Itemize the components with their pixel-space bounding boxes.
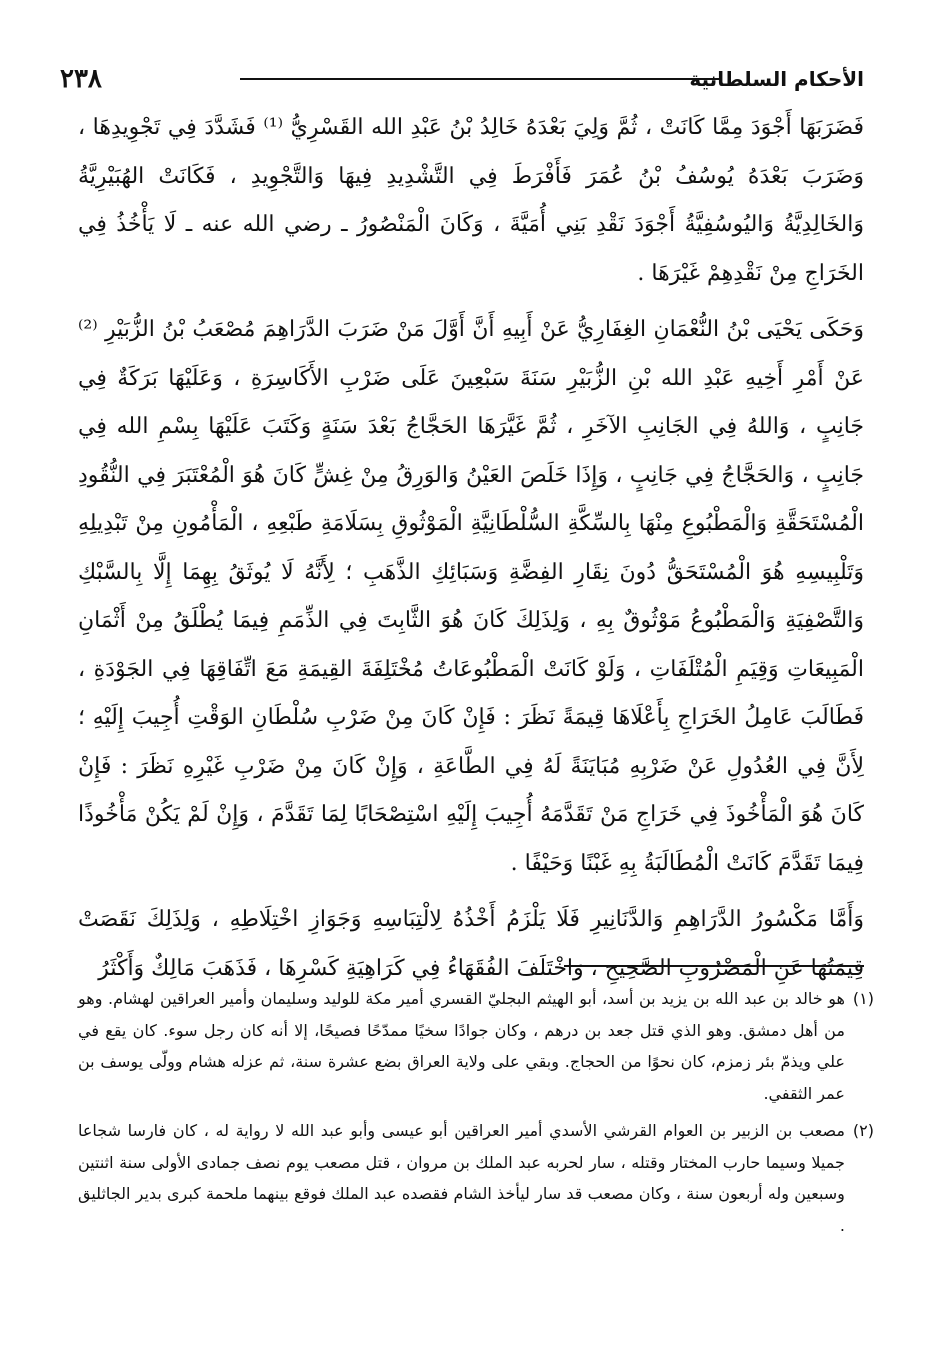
header-rule — [240, 78, 719, 80]
footnote-number: (١) — [852, 989, 874, 1008]
footnote-item — [78, 1115, 874, 1241]
paragraph: وَأَمَّا مَكْسُورُ الدَّرَاهِمِ وَالدَّنَانِيرِ فَلَا يَلْزَمُ أَخْذُهُ لِالْتِبَاسِهِ وَجَوَازِ اخْتِلَاطِهِ ، وَلِذَلِكَ نَقَصَتْ قِيمَتُهَا عَنِ الْمَضْرُوبِ الصَّحِيحِ ، وَاخْتَلَفَ الفُقَهَاءُ فِي كَرَاهِيَةِ كَسْرِهَا ، فَذَهَبَ مَالِكٌ وَأَكْثَرُ — [78, 907, 864, 981]
footnote-number: (٢) — [852, 1121, 874, 1140]
footnote-text: هو خالد بن عبد الله بن يزيد بن أسد، أبو الهيثم البجليّ القسري أمير مكة للوليد وسليمان وأمير العراقين لهشام. وهو من أهل دمشق. وهو الذي قتل جعد بن درهم ، وكان جوادًا سخيًا ممدّحًا فصيحًا، إلا أنه كان رجل سوء. كان يقع في علي ويذمّ بئر زمزم، كان نحوًا من الحجاج. وبقي على ولاية العراق بضع عشرة سنة، ثم عزله هشام وولّى يوسف بن عمر الثقفي. — [78, 989, 845, 1103]
running-title: الأحكام السلطانية — [689, 67, 864, 91]
main-text — [78, 104, 864, 993]
footnotes — [78, 983, 874, 1241]
footnote-item — [78, 983, 874, 1109]
footnote-text: مصعب بن الزبير بن العوام القرشي الأسدي أمير العراقين أبو عيسى وأبو عبد الله لا رواية له ، كان فارسا شجاعا جميلا وسيما حارب المختار وقتله ، سار لحربه عبد الملك بن مروان ، قتل مصعب يوم نصف جمادى الأولى سنة اثنتين وسبعين وله أربعون سنة ، وكان مصعب قد سار ليأخذ الشام فقصده عبد الملك فوقع بينهما ملحمة كبرى بدير الجاثليق . — [78, 1121, 845, 1235]
paragraph: وَحَكَى يَحْيَى بْنُ النُّعْمَانِ الغِفَارِيُّ عَنْ أَبِيهِ أَنَّ أَوَّلَ مَنْ ضَرَبَ الدَّرَاهِمَ مُصْعَبُ بْنُ الزُّبَيْرِ ⁽²⁾ عَنْ أَمْرِ أَخِيهِ عَبْدِ الله بْنِ الزُّبَيْرِ سَنَةَ سَبْعِينَ عَلَى ضَرْبِ الأَكَاسِرَةِ ، وَعَلَيْهَا بَرَكَةٌ فِي جَانِبٍ ، وَاللهُ فِي الجَانِبِ الآخَرِ ، ثُمَّ غَيَّرَهَا الحَجَّاجُ بَعْدَ سَنَةٍ وَكَتَبَ عَلَيْهَا بِسْمِ الله فِي جَانِبٍ ، وَالحَجَّاجُ فِي جَانِبٍ ، وَإِذَا خَلَصَ العَيْنُ وَالوَرِقُ مِنْ غِشٍّ كَانَ هُوَ الْمُعْتَبَرَ فِي النُّقُودِ الْمُسْتَحَقَّةِ وَالْمَطْبُوعِ مِنْهَا بِالسِّكَّةِ السُّلْطَانِيَّةِ الْمَوْثُوقِ بِسَلَامَةِ طَبْعِهِ ، الْمَأْمُونِ مِنْ تَبْدِيلِهِ وَتَلْبِيسِهِ هُوَ الْمُسْتَحَقُّ دُونَ نِقَارِ الفِضَّةِ وَسَبَائِكِ الذَّهَبِ ؛ لِأَنَّهُ لَا يُوثَقُ بِهِمَا إِلَّا بِالسَّبْكِ وَالتَّصْفِيَةِ وَالْمَطْبُوعُ مَوْثُوقٌ بِهِ ، وَلِذَلِكَ كَانَ هُوَ الثَّابِتَ فِي الذِّمَمِ فِيمَا يُطْلَقُ مِنْ أَثْمَانِ الْمَبِيعَاتِ وَقِيَمِ الْمُتْلَفَاتِ ، وَلَوْ كَانَتْ الْمَطْبُوعَاتُ مُخْتَلِفَةَ القِيمَةِ مَعَ اتِّفَاقِهَا فِي الجَوْدَةِ ، فَطَالَبَ عَامِلُ الخَرَاجِ بِأَعْلَاهَا قِيمَةً نَظَرَ : فَإِنْ كَانَ مِنْ ضَرْبِ سُلْطَانِ الوَقْتِ أُجِيبَ إِلَيْهِ ؛ لِأَنَّ فِي العُدُولِ عَنْ ضَرْبِهِ مُبَايَنَةً لَهُ فِي الطَّاعَةِ ، وَإِنْ كَانَ مِنْ ضَرْبِ غَيْرِهِ نَظَرَ : فَإِنْ كَانَ هُوَ الْمَأْخُوذَ فِي خَرَاجِ مَنْ تَقَدَّمَهُ أُجِيبَ إِلَيْهِ اسْتِصْحَابًا لِمَا تَقَدَّمَ ، وَإِنْ لَمْ يَكُنْ مَأْخُوذًا فِيمَا تَقَدَّمَ كَانَتْ الْمُطَالَبَةُ بِهِ غَبْنًا وَحَيْفًا . — [78, 317, 864, 876]
footnote-separator — [564, 965, 864, 967]
page-number: ٢٣٨ — [60, 64, 102, 94]
paragraph: فَضَرَبَهَا أَجْوَدَ مِمَّا كَانَتْ ، ثُمَّ وَلِيَ بَعْدَهُ خَالِدُ بْنُ عَبْدِ الله القَسْرِيُّ ⁽¹⁾ فَشَدَّدَ فِي تَجْوِيدِهَا ، وَضَرَبَ بَعْدَهُ يُوسُفُ بْنُ عُمَرَ فَأَفْرَطَ فِي التَّشْدِيدِ فِيهَا وَالتَّجْوِيدِ ، فَكَانَتْ الهُبَيْرِيَّةُ وَالخَالِدِيَّةُ وَاليُوسُفِيَّةُ أَجْوَدَ نَقْدِ بَنِي أُمَيَّةَ ، وَكَانَ الْمَنْصُورُ ـ رضي الله عنه ـ لَا يَأْخُذُ فِي الخَرَاجِ مِنْ نَقْدِهِمْ غَيْرَهَا . — [78, 115, 865, 286]
